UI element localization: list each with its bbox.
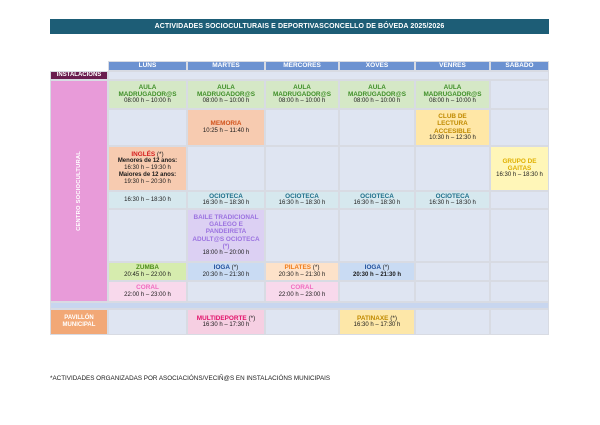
- activity-club-lectura-venres: [415, 109, 490, 146]
- day-header-venres: VENRES: [415, 61, 490, 71]
- activity-ioga-martes: [187, 262, 265, 281]
- activity-name: MULTIDEPORTE: [196, 314, 247, 322]
- activity-name-row: [284, 264, 319, 271]
- activity-time: 20:45 h – 22:00 h: [124, 271, 171, 278]
- activity-memoria-martes: [187, 109, 265, 146]
- activity-patinaxe-xoves: [339, 309, 415, 335]
- empty-cell: [187, 146, 265, 191]
- activity-time: 20:30 h – 21:30 h: [202, 271, 250, 278]
- activity-name: PILATES: [284, 264, 311, 272]
- activity-multideporte-martes: [187, 309, 265, 335]
- day-header-mercores: MÉRCORES: [265, 61, 339, 71]
- activity-name: OCIOTECA: [209, 192, 243, 200]
- activity-time: 16:30 h – 18:30 h: [278, 200, 326, 207]
- activity-ioga-xoves: [339, 262, 415, 281]
- activity-name: CORAL: [290, 284, 314, 292]
- activity-time: 16:30 h – 18:30 h: [353, 200, 401, 207]
- activity-name: AULA MADRUGADOR@S: [347, 83, 407, 99]
- venue-pavillon-label: PAVILLÓN MUNICIPAL: [62, 315, 96, 328]
- activity-time: 22:00 h – 23:00 h: [278, 291, 326, 298]
- empty-cell: [490, 281, 549, 302]
- activity-time: 16:30 h – 17:30 h: [353, 322, 401, 329]
- activity-time: 08:00 h – 10:00 h: [353, 98, 401, 105]
- activity-time: 08:00 h – 10:00 h: [124, 98, 171, 105]
- venue-centro-sociocultural: [50, 80, 108, 302]
- activity-name: AULA MADRUGADOR@S: [118, 83, 177, 99]
- activity-ocioteca-xoves: [339, 191, 415, 209]
- activity-time: 16:30 h – 18:30 h: [496, 172, 543, 179]
- activity-pilates-mercores: [265, 262, 339, 281]
- activity-aula-venres: [415, 80, 490, 109]
- empty-cell: [108, 309, 187, 335]
- empty-cell: [415, 309, 490, 335]
- activity-aula-xoves: [339, 80, 415, 109]
- day-header-sabado: SÁBADO: [490, 61, 549, 71]
- activity-time: 20:30 h – 21:30 h: [352, 271, 402, 278]
- activity-name: OCIOTECA: [285, 192, 319, 200]
- activity-aula-martes: [187, 80, 265, 109]
- activity-time: 16:30 h – 18:30 h: [429, 200, 476, 207]
- activity-time: 16:30 h – 17:30 h: [202, 322, 250, 329]
- empty-cell: [265, 309, 339, 335]
- activity-ocioteca-martes: [187, 191, 265, 209]
- venue-centro-label: CENTRO SOCIOCULTURAL: [75, 151, 82, 231]
- activity-coral-mercores: [265, 281, 339, 302]
- activity-time2: 19:30 h – 20:30 h: [124, 179, 171, 186]
- empty-cell: [108, 109, 187, 146]
- activity-mark: (*): [248, 314, 256, 322]
- activity-group2: Maiores de 12 anos:: [118, 172, 177, 179]
- venue-pavillon-municipal: [50, 309, 108, 335]
- activity-mark: (*): [382, 264, 390, 272]
- activity-time: 10:30 h – 12:30 h: [429, 135, 476, 142]
- corner-empty: [50, 61, 108, 71]
- activity-name-row: [197, 315, 255, 322]
- empty-cell: [490, 209, 549, 262]
- activity-time: 08:00 h – 10:00 h: [278, 98, 326, 105]
- activity-coral-luns: [108, 281, 187, 302]
- day-header-martes: MARTES: [187, 61, 265, 71]
- activity-name: CLUB DE LECTURA ACCESIBLE: [434, 113, 471, 135]
- activity-time: 08:00 h – 10:00 h: [202, 98, 250, 105]
- activity-time: 08:00 h – 10:00 h: [429, 98, 476, 105]
- activity-name: INGLÉS: [131, 151, 156, 159]
- activity-mark: (*): [312, 264, 320, 272]
- activity-mark: (*): [231, 264, 239, 272]
- activity-time: 20:30 h – 21:30 h: [278, 271, 326, 278]
- activity-name-row: [357, 315, 397, 322]
- activity-name-row: [131, 151, 163, 158]
- activity-baile-martes: [187, 209, 265, 262]
- activity-time: 16:30 h – 18:30 h: [124, 196, 171, 203]
- installations-row: [108, 71, 549, 80]
- empty-cell: [265, 109, 339, 146]
- empty-cell: [490, 191, 549, 209]
- activity-aula-luns: [108, 80, 187, 109]
- empty-cell: [339, 281, 415, 302]
- activity-name-row: [214, 264, 239, 271]
- activity-mark: (*): [390, 314, 397, 322]
- activity-zumba-luns: [108, 262, 187, 281]
- day-header-luns: LUNS: [108, 61, 187, 71]
- empty-cell: [415, 209, 490, 262]
- activity-name: IOGA: [213, 264, 230, 272]
- activity-time1: 16:30 h – 19:30 h: [124, 165, 171, 172]
- activity-time: 10:25 h – 11:40 h: [202, 127, 250, 134]
- empty-cell: [415, 281, 490, 302]
- empty-cell: [339, 109, 415, 146]
- activity-time: 22:00 h – 23:00 h: [124, 291, 171, 298]
- empty-cell: [187, 281, 265, 302]
- activity-name: AULA MADRUGADOR@S: [196, 83, 256, 99]
- activity-name: PATINAXE: [357, 314, 389, 322]
- activity-name: ZUMBA: [135, 264, 160, 272]
- activity-name: AULA MADRUGADOR@S: [272, 83, 332, 99]
- activity-name: OCIOTECA: [360, 192, 394, 200]
- empty-cell: [108, 209, 187, 262]
- installations-header: INSTALACIÓNS: [50, 71, 108, 80]
- empty-cell: [265, 209, 339, 262]
- empty-cell: [490, 262, 549, 281]
- activity-ocioteca-venres: [415, 191, 490, 209]
- day-header-xoves: XOVES: [339, 61, 415, 71]
- activity-time: 18:00 h – 20:00 h: [202, 250, 250, 257]
- activity-name-row: [365, 264, 390, 271]
- activity-name: CORAL: [136, 284, 159, 292]
- empty-cell: [415, 262, 490, 281]
- empty-cell: [490, 309, 549, 335]
- activity-name: BAILE TRADICIONAL GALEGO E PANDEIRETA ADULT@S OCIOTECA (*): [192, 213, 260, 251]
- empty-cell: [415, 146, 490, 191]
- activity-name: MEMORIA: [210, 120, 242, 128]
- empty-cell: [339, 146, 415, 191]
- activity-mark: (*): [156, 151, 164, 159]
- activity-name: IOGA: [364, 264, 381, 272]
- activity-name: AULA MADRUGADOR@S: [423, 83, 482, 99]
- empty-cell: [490, 109, 549, 146]
- activity-time: 16:30 h – 18:30 h: [202, 200, 250, 207]
- activity-name: OCIOTECA: [435, 192, 470, 200]
- activity-aula-mercores: [265, 80, 339, 109]
- footnote: *ACTIVIDADES ORGANIZADAS POR ASOCIACIÓNS/VECIÑ@S EN INSTALACIÓNS MUNICIPAIS: [50, 375, 331, 382]
- activity-gaitas-sabado: [490, 146, 549, 191]
- empty-cell: [265, 146, 339, 191]
- activity-group1: Menores de 12 anos:: [117, 158, 178, 165]
- schedule-title: ACTIVIDADES SOCIOCULTURAIS E DEPORTIVASCONCELLO DE BÓVEDA 2025/2026: [50, 19, 549, 34]
- section-separator: [50, 302, 549, 309]
- activity-ingles-luns: [108, 146, 187, 191]
- activity-name: GRUPO DE GAITAS: [502, 157, 537, 173]
- empty-cell: [339, 209, 415, 262]
- empty-cell: [490, 80, 549, 109]
- activity-ocioteca-luns: [108, 191, 187, 209]
- activity-ocioteca-mercores: [265, 191, 339, 209]
